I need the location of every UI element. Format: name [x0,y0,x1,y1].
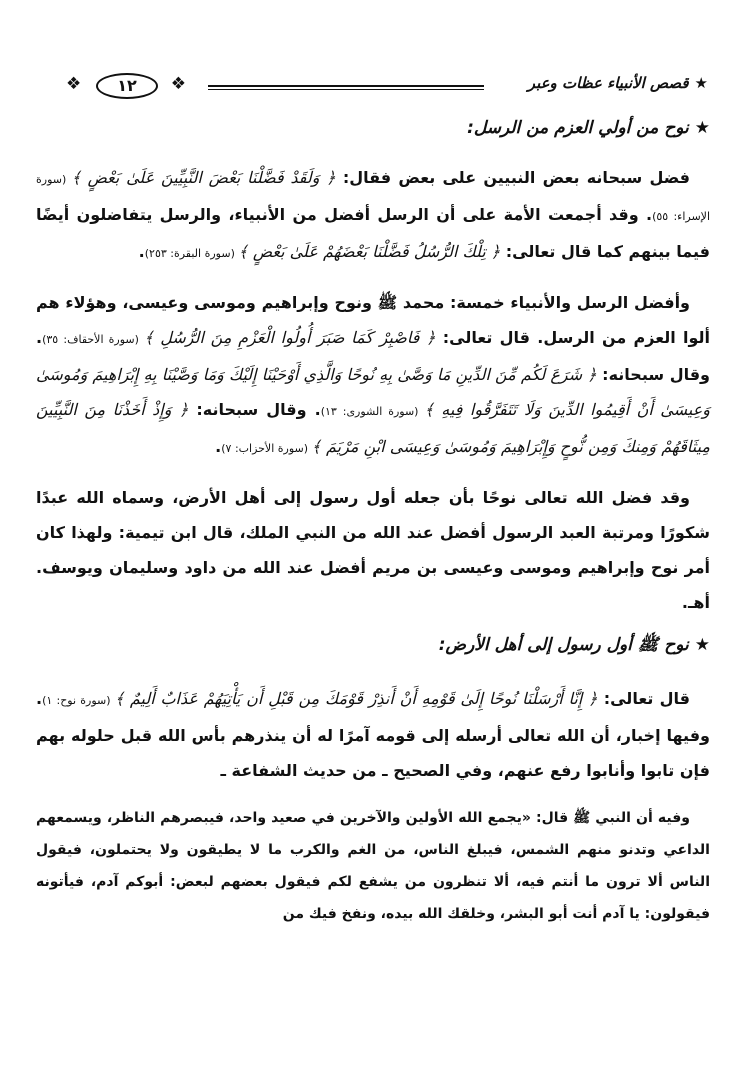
verse-reference: (سورة الإسراء: ٥٥) [36,173,711,223]
paragraph-text: فضل سبحانه بعض النبيين على بعض فقال: [335,168,691,187]
paragraph-text: وأفضل الرسل والأنبياء خمسة: محمد ﷺ ونوح وإبراهيم وموسى وعيسى، وهؤلاء هم ألوا العزم من الرسل. قال تعالى: [36,293,711,347]
paragraph-text: . وقال سبحانه: [36,328,711,384]
paragraph-text: . وقد أجمعت الأمة على أن الرسل أفضل من الأنبياء، والرسل يتفاضلون أيضًا فيما بينهم كما قال تعالى: [36,205,710,261]
paragraph-text: . [215,437,222,456]
quran-verse: ﴿ تِلْكَ الرُّسُلُ فَضَّلْنَا بَعْضَهُمْ عَلَىٰ بَعْضٍ ﴾ [238,242,501,261]
verse-reference: (سورة الأحزاب: ٧) [221,442,312,455]
paragraph [36,480,710,620]
quran-verse: ﴿ شَرَعَ لَكُم مِّنَ الدِّينِ مَا وَصَّىٰ بِهِ نُوحًا وَالَّذِي أَوْحَيْنَا إِلَيْكَ وَمَا وَصَّيْنَا بِهِ إِبْرَاهِيمَ وَمُوسَىٰ وَعِيسَىٰ أَنْ أَقِيمُوا الدِّينَ وَلَا تَتَفَرَّقُوا فِيهِ ﴾ [36,365,711,419]
paragraph-text: . [138,242,145,261]
quran-verse: ﴿ وَلَقَدْ فَضَّلْنَا بَعْضَ النَّبِيِّينَ عَلَىٰ بَعْضٍ ﴾ [71,168,336,187]
section-heading: ★نوح من أولي العزم من الرسل: [467,118,710,138]
verse-reference: (سورة الشورى: ١٣) [320,405,425,418]
paragraph-text: وقد فضل الله تعالى نوحًا بأن جعله أول رسول إلى أهل الأرض، وسماه الله عبدًا شكورًا ومرتبة العبد الرسول أفضل عند الله من النبي الملك، قال ابن تيمية: ولهذا كان أمر نوح وإبراهيم وموسى وعيسى بن مريم أفضل عند الله من داود وسليمان ويوسف. أهـ. [36,488,710,612]
page-body [36,118,710,944]
ornament-right-icon: ❖ [170,74,186,94]
paragraph-text: . وقال سبحانه: [188,400,321,419]
star-icon: ★ [694,74,708,92]
quran-verse: ﴿ فَاصْبِرْ كَمَا صَبَرَ أُولُوا الْعَزْمِ مِنَ الرُّسُلِ ﴾ [144,328,436,347]
quran-verse: ﴿ إِنَّا أَرْسَلْنَا نُوحًا إِلَىٰ قَوْمِهِ أَنْ أَنذِرْ قَوْمَكَ مِن قَبْلِ أَن يَأْتِيَهُمْ عَذَابٌ أَلِيمٌ ﴾ [114,689,598,708]
verse-reference: (سورة البقرة: ٢٥٣) [144,247,239,260]
paragraph [36,681,710,788]
page-number: ١٢ [96,73,158,99]
verse-reference: (سورة الأحقاف: ٣٥) [42,333,145,346]
page-number-ornament [62,72,190,98]
paragraph-text: . وفيها إخبار، أن الله تعالى أرسله إلى قومه آمرًا له أن ينذرهم بأس الله قبل حلوله بهم فإن تابوا وأنابوا رفع عنهم، وفي الصحيح ـ من حديث الشفاعة ـ [36,689,710,780]
header-rule [208,85,484,87]
paragraph [36,285,710,466]
paragraph-text: قال تعالى: [597,689,691,708]
page-header [40,72,722,108]
paragraph [36,802,710,930]
paragraph [36,160,710,271]
star-icon: ★ [694,635,710,655]
verse-reference: (سورة نوح: ١) [42,694,115,707]
section-heading: ★نوح ﷺ أول رسول إلى أهل الأرض: [438,635,710,655]
quran-verse: ﴿ وَإِذْ أَخَذْنَا مِنَ النَّبِيِّينَ مِيثَاقَهُمْ وَمِنكَ وَمِن نُّوحٍ وَإِبْرَاهِيمَ وَمُوسَىٰ وَعِيسَى ابْنِ مَرْيَمَ ﴾ [36,400,710,456]
ornament-left-icon: ❖ [66,74,82,94]
header-rule-thin [208,89,484,90]
paragraph-text: وفيه أن النبي ﷺ قال: «يجمع الله الأولين والآخرين في صعيد واحد، فيبصرهم الناظر، ويسمعهم الداعي وتدنو منهم الشمس، فيبلغ الناس، من الغم والكرب ما لا يطيقون ولا يحتملون، فيقول الناس ألا ترون ما أنتم فيه، ألا تنظرون من يشفع لكم فيقول بعضهم لبعض: أبوكم آدم، فيأتونه فيقولون: يا آدم أنت أبو البشر، وخلقك الله بيده، ونفخ فيك من [36,810,710,922]
running-title: ★قصص الأنبياء عظات وعبر [527,74,708,92]
star-icon: ★ [694,118,710,138]
